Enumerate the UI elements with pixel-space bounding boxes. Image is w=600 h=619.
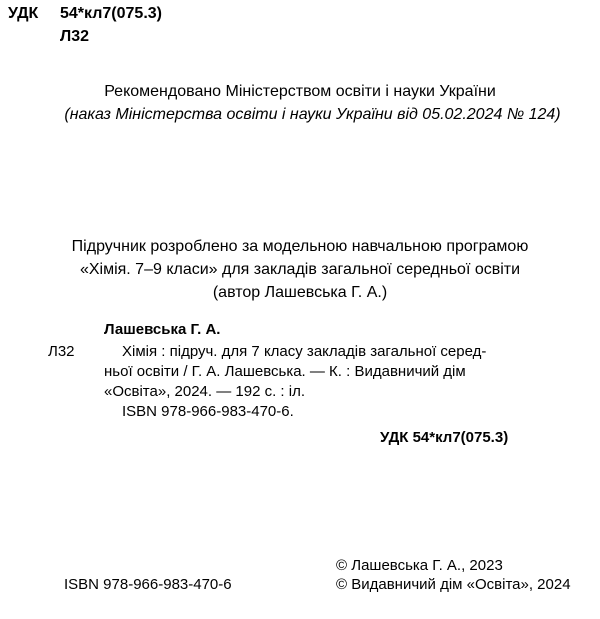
catalog-isbn: ISBN 978-966-983-470-6. [122,403,294,420]
catalog-udk: УДК 54*кл7(075.3) [380,429,509,446]
recommendation-line-1: Рекомендовано Міністерством освіти і науки України [104,83,496,100]
catalog-mark: Л32 [48,343,75,360]
program-note-line-3: (автор Лашевська Г. А.) [212,284,388,301]
udk-label: УДК [8,5,39,22]
catalog-author: Лашевська Г. А. [104,321,221,338]
author-mark: Л32 [60,28,90,45]
copyright-publisher: © Видавничий дім «Освіта», 2024 [336,576,571,593]
catalog-description-line-3: «Освіта», 2024. — 192 с. : іл. [104,383,306,400]
catalog-description-line-2: ньої освіти / Г. А. Лашевська. — К. : Видавничий дім [104,363,466,380]
udk-value: 54*кл7(075.3) [60,5,162,22]
program-note-line-1: Підручник розроблено за модельною навчальною програмою [71,238,529,255]
recommendation-line-2: (наказ Міністерства освіти і науки України від 05.02.2024 № 124) [64,106,561,123]
copyright-author: © Лашевська Г. А., 2023 [336,557,503,574]
footer-isbn: ISBN 978-966-983-470-6 [64,576,232,593]
program-note-line-2: «Хімія. 7–9 класи» для закладів загальної середньої освіти [79,261,521,278]
catalog-description-line-1: Хімія : підруч. для 7 класу закладів загальної серед- [122,343,487,360]
